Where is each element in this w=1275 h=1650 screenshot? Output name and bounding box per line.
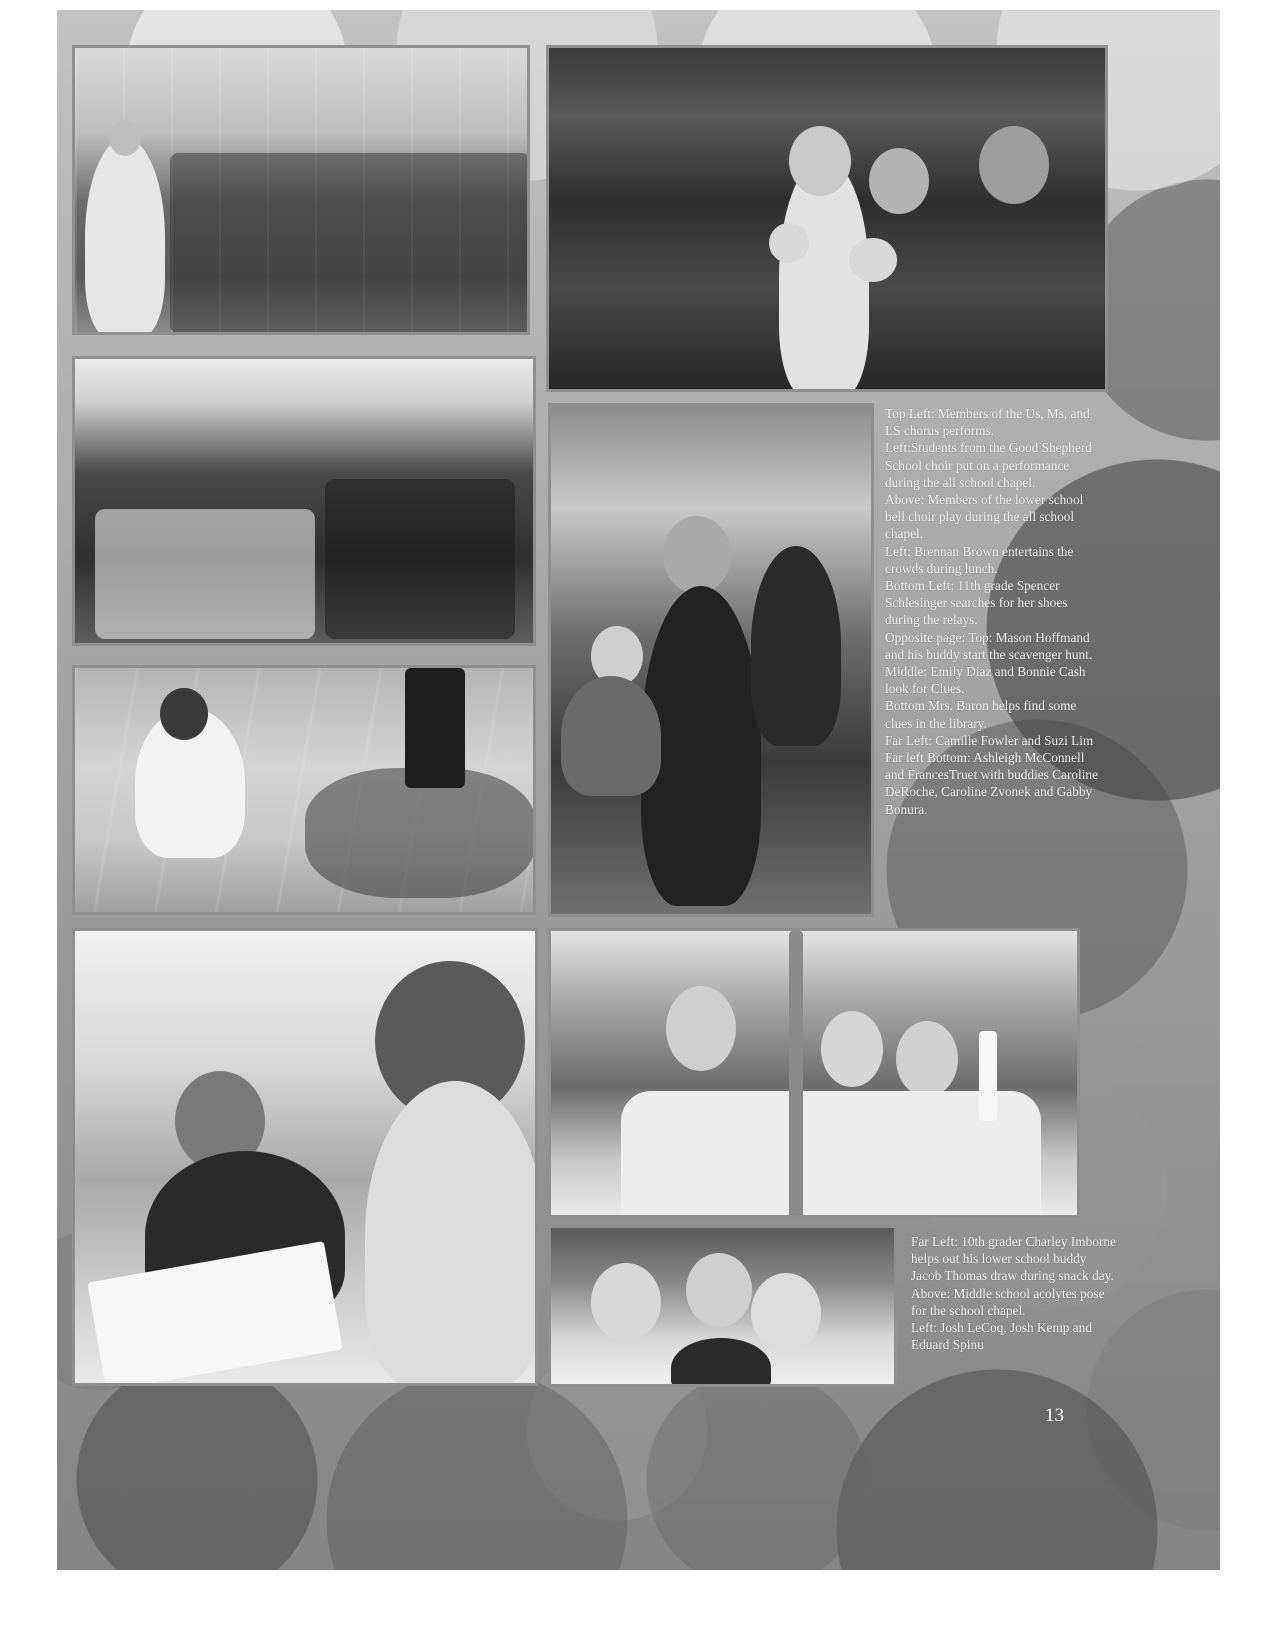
relay-shoes-photo bbox=[72, 665, 536, 915]
caption-relays: Bottom Left: 11th grade Spencer Schlesinger searches for her shoes during the relays. bbox=[885, 578, 1068, 628]
chorus-photo bbox=[72, 45, 530, 335]
acolytes-photo bbox=[548, 928, 1080, 1218]
caption-opposite-far-left: Far Left: Camille Fowler and Suzi Lim bbox=[885, 732, 1094, 748]
caption-opposite-middle: Middle: Emily Diaz and Bonnie Cash look for Clues. bbox=[885, 664, 1086, 697]
caption-bell-choir: Above: Members of the lower school bell choir play during the all school chapel. bbox=[885, 492, 1084, 542]
three-boys-photo bbox=[548, 1225, 897, 1387]
bottom-caption bbox=[911, 1233, 1117, 1353]
drawing-buddies-photo bbox=[72, 928, 538, 1386]
top-caption bbox=[885, 405, 1103, 818]
caption-good-shepherd-choir: Left:Students from the Good Shepherd School choir put on a performance during the all school chapel. bbox=[885, 440, 1092, 490]
caption-brennan-brown: Left: Brennan Brown entertains the crowds during lunch. bbox=[885, 543, 1074, 576]
caption-opposite-top: Opposite page: Top: Mason Hoffmand and his buddy start the scavenger hunt. bbox=[885, 629, 1093, 662]
caption-drawing-buddies: Far Left: 10th grader Charley Imborne helps out his lower school buddy Jacob Thomas draw during snack day. bbox=[911, 1234, 1116, 1284]
bell-choir-photo bbox=[546, 45, 1108, 392]
school-choir-photo bbox=[72, 356, 536, 646]
caption-acolytes: Above: Middle school acolytes pose for the school chapel. bbox=[911, 1285, 1105, 1318]
caption-top-left-chorus: Top Left: Members of the Us, Ms, and LS chorus performs. bbox=[885, 406, 1090, 439]
lunch-performer-photo bbox=[548, 403, 874, 917]
caption-three-boys: Left: Josh LeCoq, Josh Kemp and Eduard Spinu bbox=[911, 1320, 1092, 1353]
yearbook-page bbox=[57, 10, 1220, 1570]
caption-opposite-bottom: Bottom Mrs. Baron helps find some clues in the library. bbox=[885, 698, 1077, 731]
page-number: 13 bbox=[1045, 1405, 1064, 1426]
caption-opposite-far-left-bottom: Far left Bottom: Ashleigh McConnell and FrancesTruet with buddies Caroline DeRoche, Caroline Zvonek and Gabby Bonura. bbox=[885, 750, 1098, 817]
